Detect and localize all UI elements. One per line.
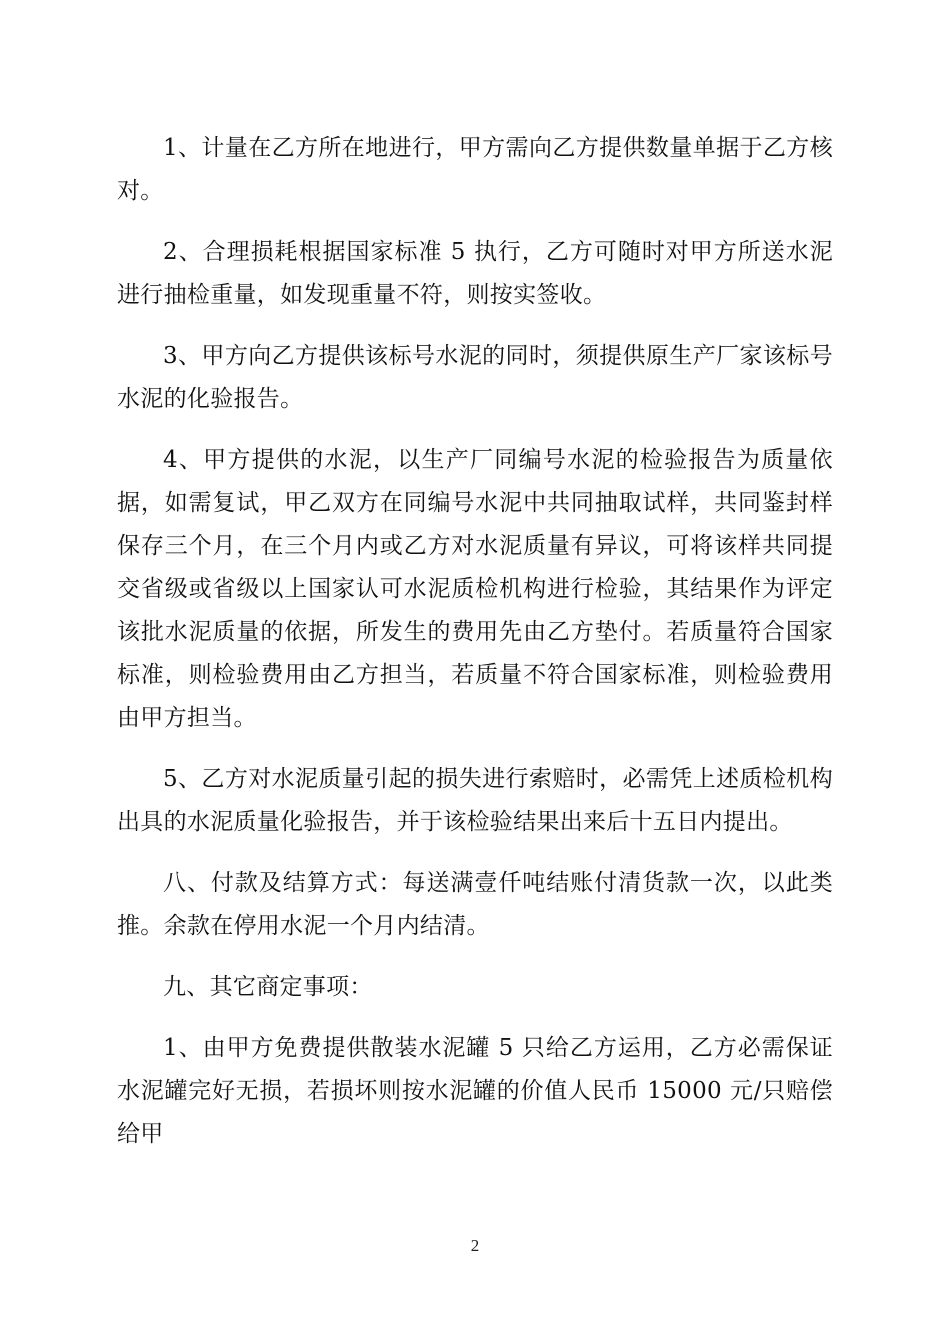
paragraph-cement-tanks: 1、由甲方免费提供散装水泥罐 5 只给乙方运用，乙方必需保证水泥罐完好无损，若损坏则按水泥罐的价值人民币 15000 元/只赔偿给甲	[117, 1035, 833, 1147]
paragraph-loss-standard: 2、合理损耗根据国家标准 5 执行，乙方可随时对甲方所送水泥进行抽检重量，如发现重量不符，则按实签收。	[117, 239, 833, 308]
paragraph-quality-basis: 4、甲方提供的水泥，以生产厂同编号水泥的检验报告为质量依据，如需复试，甲乙双方在同编号水泥中共同抽取试样，共同鉴封样保存三个月，在三个月内或乙方对水泥质量有异议，可将该样共同提交省级或省级以上国家认可水泥质检机构进行检验，其结果作为评定该批水泥质量的依据，所发生的费用先由乙方垫付。若质量符合国家标准，则检验费用由乙方担当，若质量不符合国家标准，则检验费用由甲方担当。	[117, 447, 833, 731]
body-text	[117, 127, 833, 1174]
page-number: 2	[470, 1236, 480, 1255]
paragraph-other-matters: 九、其它商定事项：	[163, 974, 373, 1000]
paragraph-test-report: 3、甲方向乙方提供该标号水泥的同时，须提供原生产厂家该标号水泥的化验报告。	[117, 343, 833, 412]
paragraph-measurement: 1、计量在乙方所在地进行，甲方需向乙方提供数量单据于乙方核对。	[117, 135, 833, 204]
paragraph-payment: 八、付款及结算方式：每送满壹仟吨结账付清货款一次，以此类推。余款在停用水泥一个月内结清。	[117, 870, 833, 939]
paragraph-claims: 5、乙方对水泥质量引起的损失进行索赔时，必需凭上述质检机构出具的水泥质量化验报告，并于该检验结果出来后十五日内提出。	[117, 766, 833, 835]
